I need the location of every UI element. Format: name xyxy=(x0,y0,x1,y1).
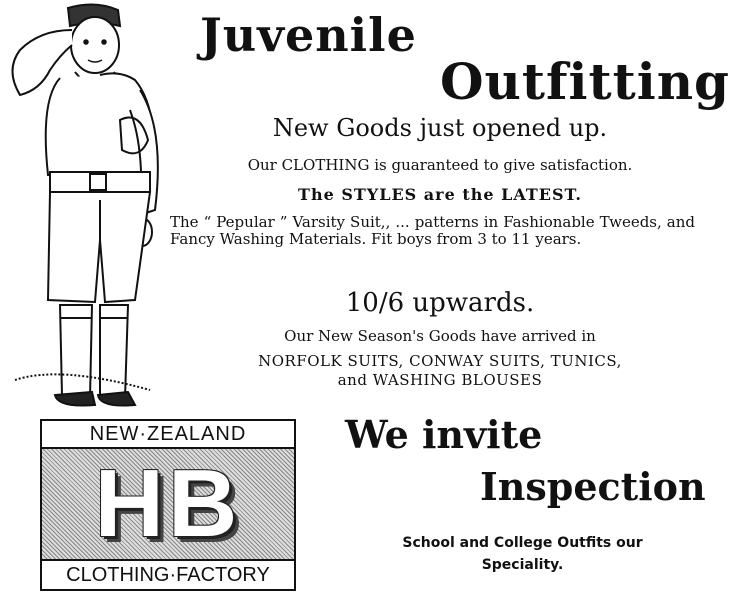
speciality-line-2: Speciality. xyxy=(481,557,564,573)
headline-outfitting: Outfitting xyxy=(440,52,730,111)
arrived-line: Our New Season's Goods have arrived in xyxy=(284,327,596,345)
price-line: 10/6 upwards. xyxy=(345,288,535,318)
logo-letters: HB xyxy=(94,450,242,557)
hb-clothing-factory-logo xyxy=(40,419,296,591)
headline-juvenile: Juvenile xyxy=(200,8,417,62)
suits-line-2: and WASHING BLOUSES xyxy=(337,371,543,389)
boy-saluting-illustration xyxy=(0,0,175,410)
invite-line-2: Inspection xyxy=(480,464,706,509)
invite-line-1: We invite xyxy=(345,412,543,457)
logo-bottom-text: CLOTHING·FACTORY xyxy=(42,559,294,589)
logo-top-text: NEW·ZEALAND xyxy=(42,421,294,449)
speciality-note xyxy=(360,532,685,576)
suits-list xyxy=(180,352,700,390)
logo-emblem xyxy=(42,449,294,559)
suits-line-1: NORFOLK SUITS, CONWAY SUITS, TUNICS, xyxy=(258,352,622,370)
styles-line: The STYLES are the LATEST. xyxy=(298,185,582,204)
guarantee-line: Our CLOTHING is guaranteed to give satisfaction. xyxy=(247,156,633,174)
new-goods-line: New Goods just opened up. xyxy=(272,114,608,142)
description-paragraph: The “ Pepular ” Varsity Suit,, ... patterns in Fashionable Tweeds, and Fancy Washing Materials. Fit boys from 3 to 11 years. xyxy=(170,213,695,248)
speciality-line-1: School and College Outfits our xyxy=(402,535,643,551)
